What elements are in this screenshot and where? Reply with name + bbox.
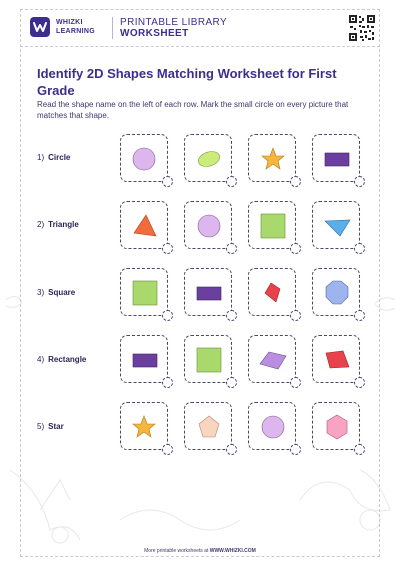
mark-circle[interactable] — [354, 377, 365, 388]
triangle-shape — [121, 202, 169, 250]
worksheet-footer — [0, 548, 400, 554]
picture-card-oval — [184, 134, 232, 182]
w-logo-icon — [30, 17, 50, 37]
triangle-shape — [313, 202, 361, 250]
brand-name — [56, 18, 95, 36]
footer-link[interactable]: WWW.WHIZKI.COM — [209, 548, 256, 554]
row-label — [37, 220, 79, 229]
circle-shape — [249, 403, 297, 451]
row-label — [37, 355, 86, 364]
picture-card-hexagon — [312, 402, 360, 450]
picture-card-triangle — [312, 201, 360, 249]
row-number: 2) — [37, 220, 45, 229]
mark-circle[interactable] — [290, 243, 301, 254]
row-rectangle — [0, 335, 400, 385]
row-shape-name: Circle — [48, 153, 71, 162]
circle-shape — [121, 135, 169, 183]
picture-card-pentagon — [184, 402, 232, 450]
library-line-1: PRINTABLE LIBRARY — [120, 17, 228, 28]
row-label — [37, 288, 75, 297]
rectangle-shape — [313, 135, 361, 183]
star-shape — [121, 403, 169, 451]
rectangle-shape — [185, 269, 233, 317]
oval-shape — [185, 135, 233, 183]
picture-card-star — [120, 402, 168, 450]
row-shape-name: Square — [48, 288, 76, 297]
row-number: 5) — [37, 422, 45, 431]
row-square — [0, 268, 400, 318]
circle-shape — [185, 202, 233, 250]
row-shape-name: Star — [48, 422, 64, 431]
worksheet-instructions: Read the shape name on the left of each row. Mark the small circle on every picture that matches that shape. — [37, 100, 349, 120]
picture-card-rectangle — [120, 335, 168, 383]
library-line-2: WORKSHEET — [120, 28, 189, 39]
library-label — [120, 17, 227, 39]
mark-circle[interactable] — [290, 310, 301, 321]
quadrilateral-shape — [249, 269, 297, 317]
brand-line-2: LEARNING — [56, 28, 95, 35]
picture-card-circle — [120, 134, 168, 182]
picture-card-circle — [248, 402, 296, 450]
hexagon-shape — [313, 403, 361, 451]
mark-circle[interactable] — [162, 176, 173, 187]
row-circle — [0, 134, 400, 184]
octagon-shape — [313, 269, 361, 317]
square-shape — [121, 269, 169, 317]
picture-card-quadrilateral — [312, 335, 360, 383]
star-shape — [249, 135, 297, 183]
row-shape-name: Rectangle — [48, 355, 87, 364]
mark-circle[interactable] — [162, 377, 173, 388]
footer-prefix: More printable worksheets at — [144, 548, 210, 554]
mark-circle[interactable] — [290, 377, 301, 388]
rectangle-shape — [121, 336, 169, 384]
mark-circle[interactable] — [162, 310, 173, 321]
mark-circle[interactable] — [226, 176, 237, 187]
row-star — [0, 402, 400, 452]
header-rule — [20, 46, 380, 47]
picture-card-parallelogram — [248, 335, 296, 383]
picture-card-triangle — [120, 201, 168, 249]
mark-circle[interactable] — [290, 444, 301, 455]
worksheet-header — [20, 9, 380, 47]
row-number: 4) — [37, 355, 45, 364]
row-number: 1) — [37, 153, 45, 162]
header-divider — [112, 17, 113, 39]
qr-code-icon — [348, 14, 376, 42]
mark-circle[interactable] — [354, 176, 365, 187]
picture-card-rectangle — [184, 268, 232, 316]
picture-card-circle — [184, 201, 232, 249]
square-shape — [185, 336, 233, 384]
picture-card-square — [120, 268, 168, 316]
picture-card-square — [248, 201, 296, 249]
picture-card-square — [184, 335, 232, 383]
quadrilateral-shape — [313, 336, 361, 384]
mark-circle[interactable] — [162, 444, 173, 455]
brand-line-1: WHIZKI — [56, 19, 83, 26]
mark-circle[interactable] — [226, 377, 237, 388]
picture-card-quadrilateral — [248, 268, 296, 316]
mark-circle[interactable] — [290, 176, 301, 187]
row-label — [37, 422, 64, 431]
mark-circle[interactable] — [354, 310, 365, 321]
row-label — [37, 153, 70, 162]
pentagon-shape — [185, 403, 233, 451]
row-number: 3) — [37, 288, 45, 297]
mark-circle[interactable] — [354, 444, 365, 455]
mark-circle[interactable] — [226, 243, 237, 254]
parallelogram-shape — [249, 336, 297, 384]
row-shape-name: Triangle — [48, 220, 79, 229]
worksheet-title: Identify 2D Shapes Matching Worksheet for First Grade — [37, 66, 337, 98]
mark-circle[interactable] — [226, 444, 237, 455]
mark-circle[interactable] — [226, 310, 237, 321]
square-shape — [249, 202, 297, 250]
mark-circle[interactable] — [162, 243, 173, 254]
picture-card-star — [248, 134, 296, 182]
picture-card-octagon — [312, 268, 360, 316]
row-triangle — [0, 201, 400, 251]
picture-card-rectangle — [312, 134, 360, 182]
mark-circle[interactable] — [354, 243, 365, 254]
